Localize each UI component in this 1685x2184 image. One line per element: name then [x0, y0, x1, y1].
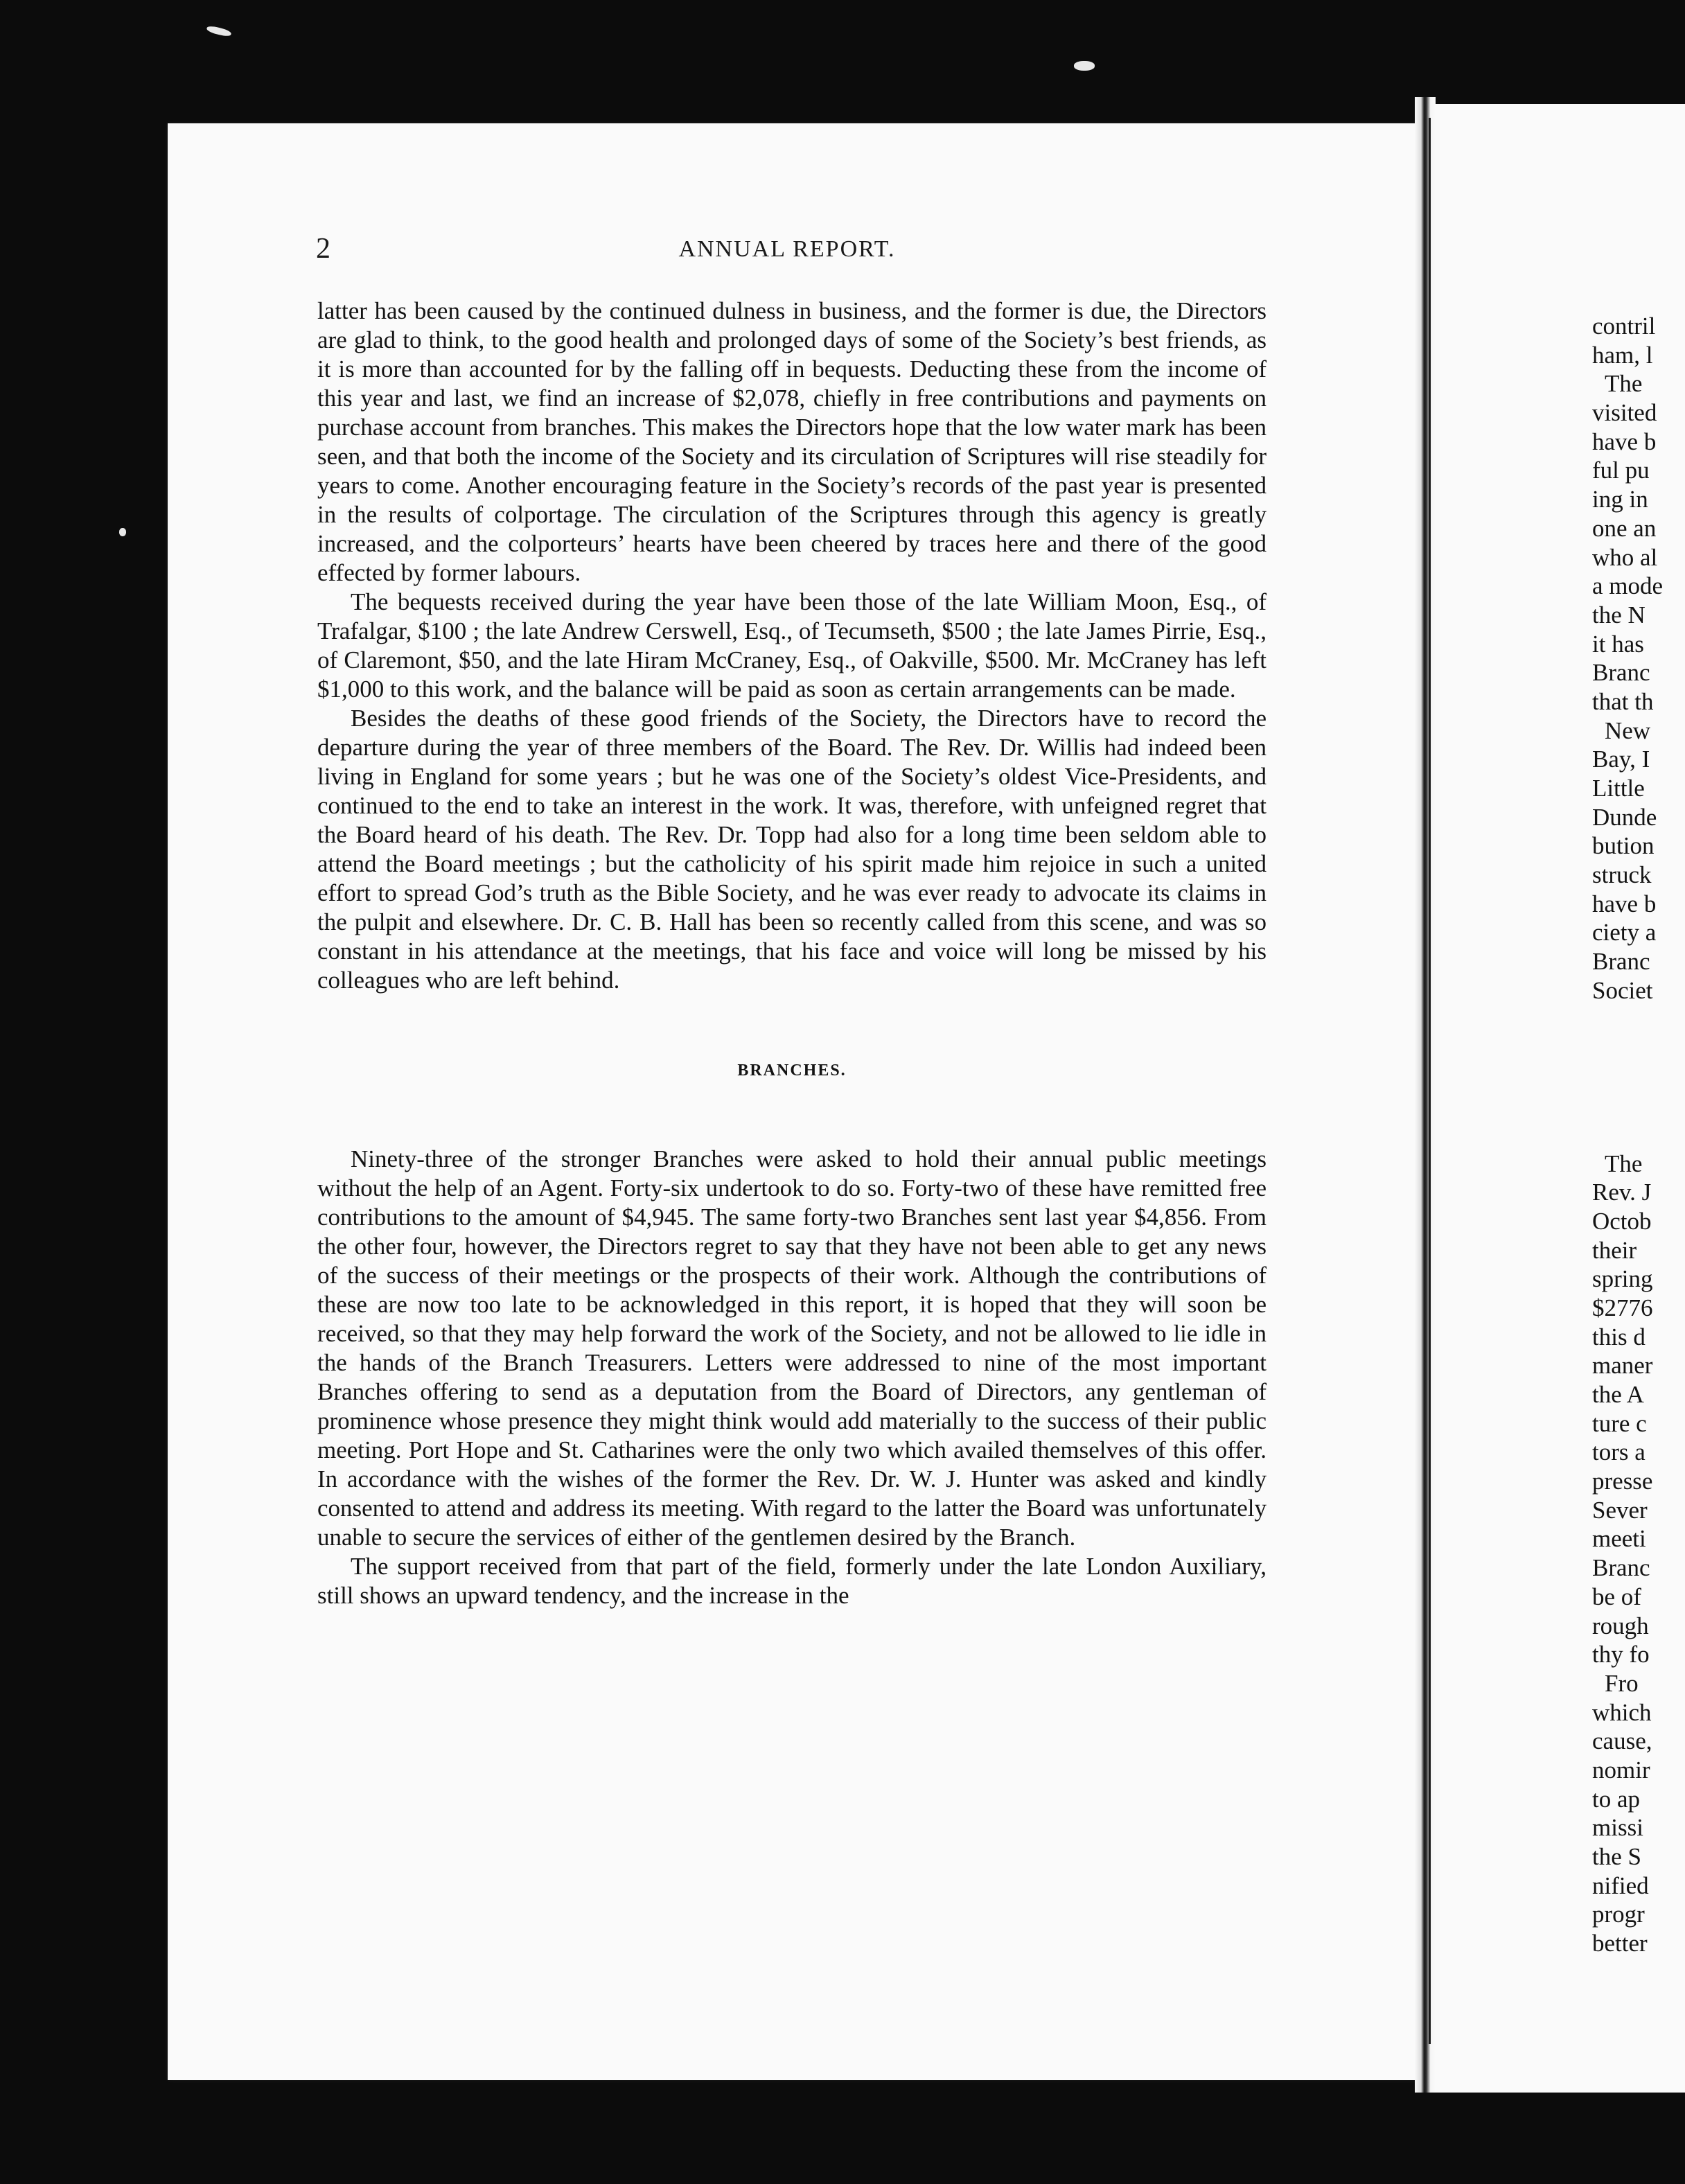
- text-fragment: better: [1592, 1930, 1648, 1957]
- text-fragment: presse: [1592, 1468, 1653, 1495]
- text-fragment: tors a: [1592, 1438, 1646, 1466]
- paragraph: Ninety-three of the stronger Branches were asked to hold their annual public meetings without the help of an Agent. Forty-six undertook to do so. Forty-two of these have remitted free contributions to the amount of $4,945. The same forty-two Branches sent last year $4,856. From the other four, however, the Directors regret to say that they have not been able to get any news of the success of their meetings or the prospects of their work. Although the contributions of these are now too late to be acknowledged in this report, it is hoped that they will soon be received, so that they may help forward the work of the Society, and not be allowed to lie idle in the hands of the Branch Treasurers. Letters were addressed to nine of the most important Branches offering to send as a deputation from the Board of Directors, any gentleman of prominence whose presence they might think would add materially to the success of their public meeting. Port Hope and St. Catharines were the only two which availed themselves of this offer. In accordance with the wishes of the former the Rev. Dr. W. J. Hunter was asked and kindly consented to attend and address its meeting. With regard to the latter the Board was unfortunately unable to secure the services of either of the gentlemen desired by the Branch.: [317, 1145, 1267, 1551]
- text-fragment: nomir: [1592, 1756, 1650, 1784]
- section-heading: BRANCHES.: [737, 1062, 847, 1080]
- text-fragment: the N: [1592, 601, 1646, 628]
- scan-speck: [1074, 61, 1095, 71]
- page-number: 2: [316, 233, 330, 265]
- text-fragment: The: [1605, 1150, 1643, 1177]
- text-fragment: Octob: [1592, 1207, 1652, 1235]
- text-fragment: Branc: [1592, 659, 1650, 687]
- text-fragment: have b: [1592, 890, 1657, 917]
- text-fragment: Sever: [1592, 1496, 1648, 1524]
- text-fragment: ful pu: [1592, 457, 1650, 484]
- page-header: [316, 232, 1258, 274]
- text-fragment: ham, l: [1592, 341, 1653, 369]
- page-gutter: [1415, 97, 1436, 2093]
- text-fragment: who al: [1592, 543, 1658, 571]
- text-fragment: maner: [1592, 1352, 1653, 1380]
- scan-speck: [206, 25, 231, 37]
- text-fragment: the A: [1592, 1381, 1644, 1408]
- text-fragment: to ap: [1592, 1785, 1641, 1813]
- text-fragment: spring: [1592, 1265, 1653, 1293]
- gutter-fold-line: [1429, 118, 1431, 2044]
- spacer: [1592, 1005, 1685, 1150]
- text-fragment: meeti: [1592, 1525, 1646, 1553]
- text-fragment: bution: [1592, 832, 1655, 860]
- text-fragment: the S: [1592, 1843, 1641, 1870]
- text-fragment: struck: [1592, 861, 1652, 889]
- text-fragment: contril: [1592, 312, 1656, 340]
- right-page-text: [1592, 312, 1685, 1958]
- text-fragment: that th: [1592, 687, 1654, 715]
- text-fragment: this d: [1592, 1323, 1646, 1350]
- scan-speck: [119, 528, 126, 536]
- text-fragment: ciety a: [1592, 919, 1657, 946]
- text-fragment: New: [1605, 716, 1651, 744]
- text-fragment: Branc: [1592, 1554, 1650, 1582]
- text-fragment: nified: [1592, 1872, 1649, 1899]
- text-fragment: rough: [1592, 1612, 1649, 1639]
- text-fragment: progr: [1592, 1901, 1645, 1928]
- text-fragment: $2776: [1592, 1294, 1653, 1321]
- paragraph: latter has been caused by the continued dulness in business, and the former is due, the Directors are glad to think, to the good health and prolonged days of some of the Society’s best friends, as it is more than accounted for by the falling off in bequests. Deducting these from the income of this year and last, we find an increase of $2,078, chiefly in free contributions and payments on purchase account from branches. This makes the Directors hope that the low water mark has been seen, and that both the income of the Society and its circulation of Scriptures will rise steadily for years to come. Another encouraging feature in the Society’s records of the past year is presented in the results of colportage. The circulation of the Scriptures through this agency is greatly increased, and the colporteurs’ hearts have been cheered by traces here and there of the good effected by former labours.: [317, 297, 1267, 586]
- text-fragment: it has: [1592, 630, 1644, 658]
- text-fragment: Fro: [1605, 1669, 1639, 1697]
- text-fragment: The: [1605, 370, 1643, 398]
- text-fragment: ing in: [1592, 486, 1648, 513]
- body-text: [317, 297, 1267, 1610]
- text-fragment: missi: [1592, 1814, 1643, 1842]
- text-fragment: Rev. J: [1592, 1179, 1652, 1206]
- text-fragment: ture c: [1592, 1409, 1647, 1437]
- text-fragment: which: [1592, 1698, 1652, 1726]
- running-head: ANNUAL REPORT.: [678, 236, 896, 262]
- text-fragment: Branc: [1592, 948, 1650, 976]
- text-fragment: Little: [1592, 775, 1645, 802]
- text-fragment: one an: [1592, 514, 1657, 542]
- text-fragment: thy fo: [1592, 1641, 1650, 1668]
- text-fragment: cause,: [1592, 1727, 1652, 1755]
- text-fragment: visited: [1592, 399, 1657, 427]
- text-fragment: a mode: [1592, 572, 1664, 600]
- paragraph: The bequests received during the year have been those of the late William Moon, Esq., of Trafalgar, $100 ; the late Andrew Cerswell, Esq., of Tecumseth, $500 ; the late James Pirrie, Esq., of Claremont, $50, and the late Hiram McCraney, Esq., of Oakville, $500. Mr. McCraney has left $1,000 to this work, and the balance will be paid as soon as certain arrangements can be made.: [317, 588, 1267, 703]
- text-fragment: Bay, I: [1592, 746, 1650, 773]
- text-fragment: Dunde: [1592, 803, 1657, 831]
- text-fragment: Societ: [1592, 976, 1653, 1004]
- text-fragment: their: [1592, 1236, 1637, 1264]
- paragraph: Besides the deaths of these good friends of the Society, the Directors have to record the departure during the year of three members of the Board. The Rev. Dr. Willis had indeed been living in England for some years ; but he was one of the Society’s oldest Vice-Presidents, and continued to the end to take an interest in the work. It was, therefore, with unfeigned regret that the Board heard of his death. The Rev. Dr. Topp had also for a long time been seldom able to attend the Board meetings ; but the catholicity of his spirit made him rejoice in such a united effort to spread God’s truth as the Bible Society, and he was ever ready to advocate its claims in the pulpit and elsewhere. Dr. C. B. Hall has been so recently called from this scene, and was so constant in his attendance at the meetings, that his face and voice will long be missed by his colleagues who are left behind.: [317, 705, 1267, 994]
- text-fragment: have b: [1592, 428, 1657, 455]
- text-fragment: be of: [1592, 1583, 1641, 1610]
- paragraph: The support received from that part of the field, formerly under the late London Auxiliary, still shows an upward tendency, and the increase in the: [317, 1553, 1267, 1609]
